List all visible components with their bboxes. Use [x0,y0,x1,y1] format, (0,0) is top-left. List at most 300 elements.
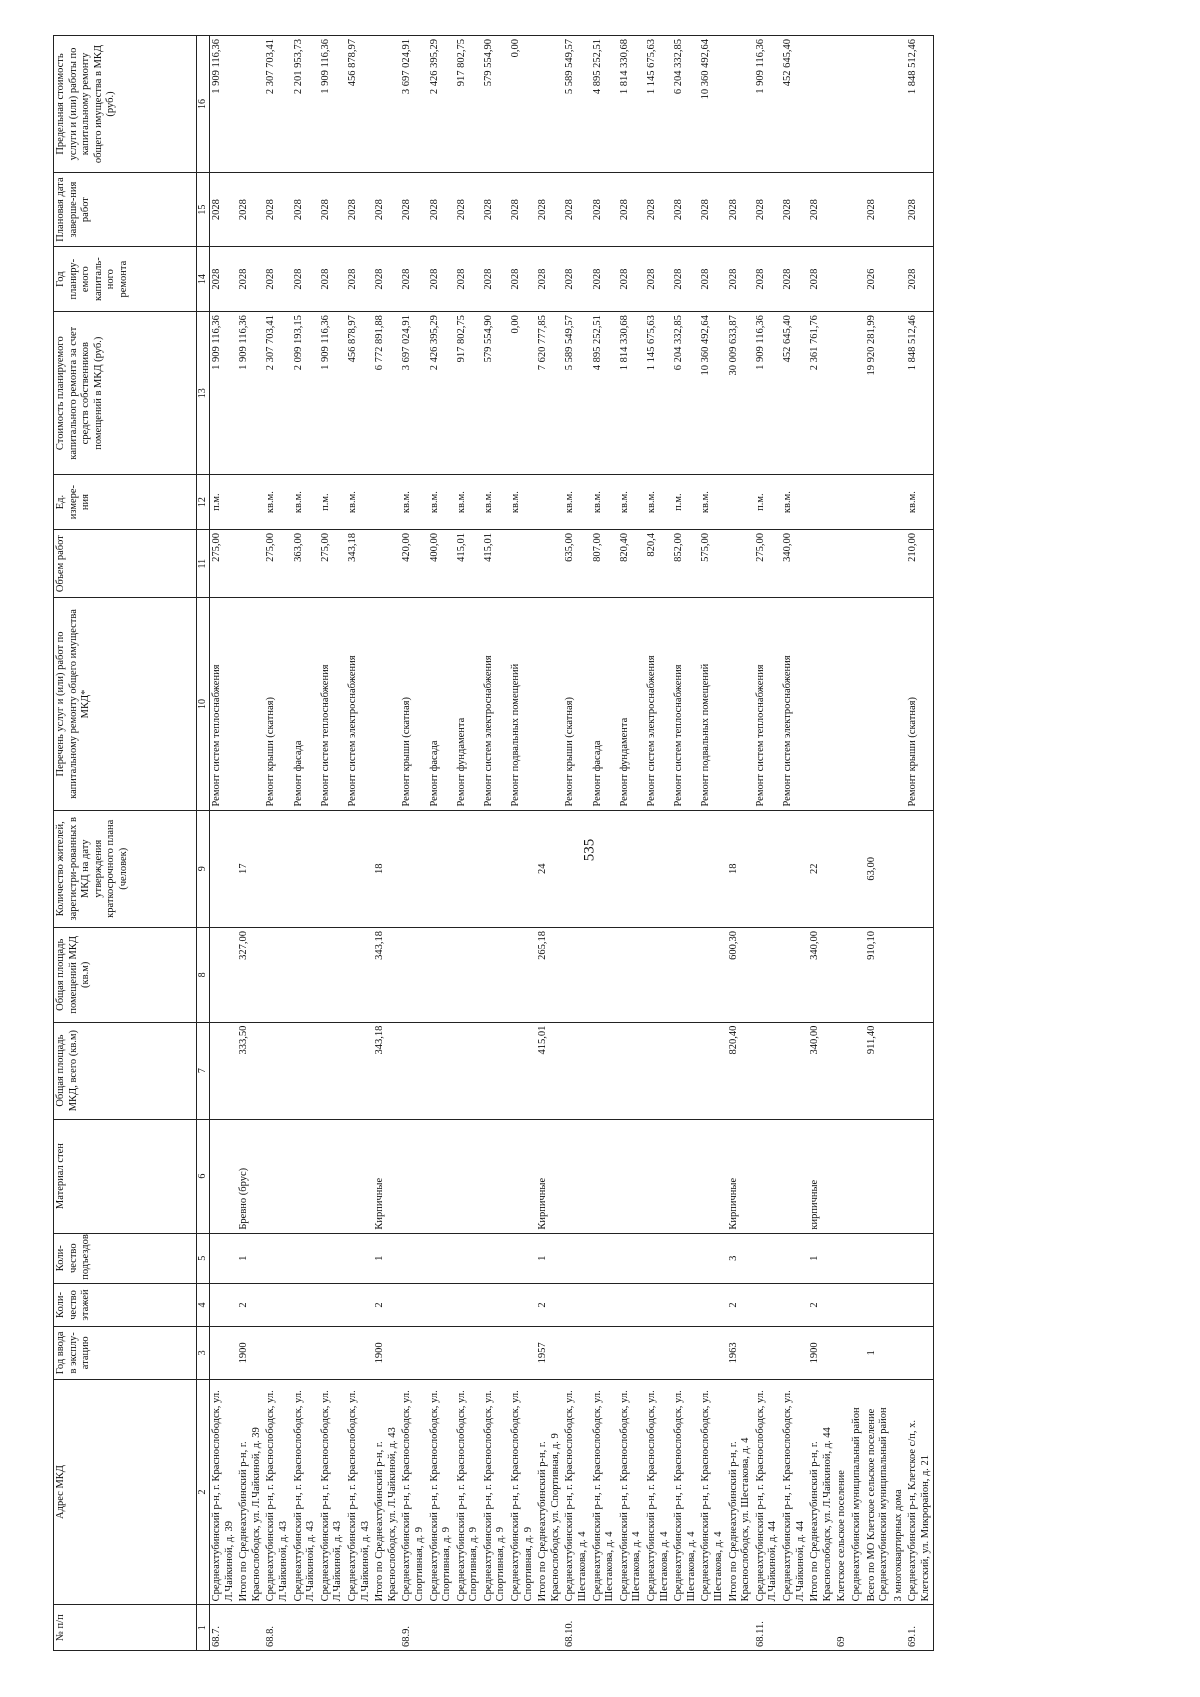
table-cell [536,36,563,173]
table-cell [850,173,865,247]
table-cell [781,1605,808,1651]
table-cell: Ремонт крыши (скатная) [400,598,427,810]
table-cell [892,1605,907,1651]
table-cell [563,810,590,927]
table-cell [482,1233,509,1283]
table-cell: Среднеахтубинский р-н, г. Краснослободск, ул. Шестакова, д. 4 [563,1379,590,1605]
table-cell: 2 [727,1283,754,1326]
table-cell: 68.9. [400,1605,427,1651]
table-cell [482,1022,509,1119]
table-cell: 5 589 549,57 [563,312,590,475]
table-cell: 910,10 [865,927,892,1022]
table-cell [428,1327,455,1379]
table-cell [509,1605,536,1651]
table-row [455,36,482,1651]
table-cell: 2028 [672,173,699,247]
table-cell: 1 909 116,36 [237,312,264,475]
table-cell [482,1327,509,1379]
table-cell [892,810,907,927]
table-cell: 2028 [808,173,835,247]
table-cell [754,810,781,927]
table-cell: 275,00 [210,529,238,597]
table-cell: Клетское сельское поселение [835,1379,850,1605]
table-cell [906,1233,934,1283]
table-cell [455,1022,482,1119]
column-number: 11 [197,529,210,597]
table-cell [850,1327,865,1379]
table-row [563,36,590,1651]
table-cell: 18 [727,810,754,927]
table-cell [754,927,781,1022]
table-cell [645,927,672,1022]
table-cell [892,1022,907,1119]
table-cell: 2028 [591,247,618,312]
table-cell: 2028 [237,247,264,312]
table-cell: Ремонт систем теплоснабжения [672,598,699,810]
table-cell: 2028 [482,173,509,247]
table-cell [400,1327,427,1379]
table-row [781,36,808,1651]
table-cell: п.м. [210,475,238,530]
table-cell: Среднеахтубинский р-н, г. Краснослободск, ул. Л.Чайкиной, д. 43 [346,1379,373,1605]
table-cell: 18 [373,810,400,927]
table-cell [319,1327,346,1379]
table-cell [754,1283,781,1326]
table-cell [563,1327,590,1379]
table-cell [699,1605,726,1651]
table-cell: 2 099 193,15 [292,312,319,475]
table-cell [906,1119,934,1233]
table-cell [346,1283,373,1326]
column-number: 16 [197,36,210,173]
table-cell: кв.м. [591,475,618,530]
table-cell [400,1119,427,1233]
table-cell: Среднеахтубинский муниципальный район [850,1379,865,1605]
table-cell: Ремонт крыши (скатная) [264,598,291,810]
table-cell [591,1327,618,1379]
table-cell [482,1283,509,1326]
table-cell [618,1119,645,1233]
table-cell [754,1327,781,1379]
table-body [210,36,934,1651]
table-cell: 1957 [536,1327,563,1379]
table-cell: 600,30 [727,927,754,1022]
table-cell [591,927,618,1022]
table-cell: 2028 [865,173,892,247]
table-cell: 69.1. [906,1605,934,1651]
table-cell [850,312,865,475]
table-row [509,36,536,1651]
table-cell: 343,18 [373,927,400,1022]
table-cell [835,173,850,247]
table-cell [455,1283,482,1326]
table-row [264,36,291,1651]
table-cell [699,1283,726,1326]
table-cell: 2028 [509,247,536,312]
table-cell: Среднеахтубинский р-н, г. Краснослободск, ул. Л.Чайкиной, д. 43 [319,1379,346,1605]
column-number: 5 [197,1233,210,1283]
column-number: 13 [197,312,210,475]
table-cell: Ремонт систем теплоснабжения [754,598,781,810]
table-cell [509,1022,536,1119]
table-cell [210,1022,238,1119]
table-cell: 2028 [645,247,672,312]
table-cell [672,1327,699,1379]
table-cell [319,1233,346,1283]
table-cell: 4 895 252,51 [591,312,618,475]
column-number: 2 [197,1379,210,1605]
table-cell [509,810,536,927]
table-cell [618,927,645,1022]
table-cell: 415,01 [536,1022,563,1119]
table-cell: 340,00 [808,927,835,1022]
table-cell: 1 145 675,63 [645,36,672,173]
table-cell: Всего по МО Клетское сельское поселение Среднеахтубинский муниципальный район [865,1379,892,1605]
table-cell [754,1022,781,1119]
table-cell [865,529,892,597]
table-cell [850,247,865,312]
table-cell [699,1119,726,1233]
table-row [536,36,563,1651]
table-row [591,36,618,1651]
table-cell [428,810,455,927]
table-cell [906,1327,934,1379]
table-cell [319,1283,346,1326]
table-cell: кв.м. [292,475,319,530]
table-cell [835,36,850,173]
table-cell: 2028 [455,173,482,247]
table-cell: 400,00 [428,529,455,597]
table-cell: 22 [808,810,835,927]
table-cell [781,1119,808,1233]
table-cell [672,1283,699,1326]
column-number: 4 [197,1283,210,1326]
table-cell [835,1283,850,1326]
table-cell: 3 [727,1233,754,1283]
column-header: Количество жителей, зарегистри-рованных в МКД на дату утверждения краткосрочного плана (человек) [54,810,197,927]
table-cell [292,810,319,927]
table-cell [455,1119,482,1233]
column-number: 14 [197,247,210,312]
table-cell [850,1233,865,1283]
table-cell [672,810,699,927]
table-cell: Ремонт систем электроснабжения [346,598,373,810]
table-cell [645,1327,672,1379]
table-cell: 2 426 395,29 [428,312,455,475]
table-cell: 2028 [754,173,781,247]
table-cell [699,1022,726,1119]
column-number: 6 [197,1119,210,1233]
table-cell [482,1119,509,1233]
column-header: Предельная стоимость услуги и (или) работы по капитальному ремонту общего имущества в МКД (руб.) [54,36,197,173]
table-cell [892,927,907,1022]
table-cell [482,1605,509,1651]
table-cell: 2028 [672,247,699,312]
column-header: Коли-чество этажей [54,1283,197,1326]
table-cell: Итого по Среднеахтубинский р-н, г. Краснослободск, ул. Л.Чайкиной, д. 44 [808,1379,835,1605]
table-cell [645,810,672,927]
table-cell [455,810,482,927]
table-cell [808,36,835,173]
table-cell: 917 802,75 [455,312,482,475]
table-cell: 333,50 [237,1022,264,1119]
table-cell [292,1119,319,1233]
table-cell [210,927,238,1022]
table-row [906,36,934,1651]
table-cell: 340,00 [808,1022,835,1119]
table-cell [292,1022,319,1119]
table-cell [536,598,563,810]
table-cell: 2026 [865,247,892,312]
table-cell: Итого по Среднеахтубинский р-н, г. Краснослободск, ул. Л.Чайкиной, д. 39 [237,1379,264,1605]
table-row [835,36,850,1651]
table-cell: Среднеахтубинский р-н, г. Краснослободск, ул. Л.Чайкиной, д. 39 [210,1379,238,1605]
table-cell: 1 145 675,63 [645,312,672,475]
table-cell: 1 [373,1233,400,1283]
table-cell: Ремонт фундамента [618,598,645,810]
table-cell [210,810,238,927]
table-cell: 2028 [237,173,264,247]
table-cell [400,1233,427,1283]
table-cell [482,810,509,927]
table-cell [618,1283,645,1326]
rotated-table-container [53,35,1063,1651]
table-cell: 579 554,90 [482,36,509,173]
table-cell [509,1283,536,1326]
table-cell [591,1605,618,1651]
column-number: 12 [197,475,210,530]
table-cell [509,1327,536,1379]
column-number: 15 [197,173,210,247]
table-cell [892,1283,907,1326]
table-cell: 2028 [509,173,536,247]
column-number: 8 [197,927,210,1022]
column-number-row [197,36,210,1651]
table-cell [455,1605,482,1651]
table-cell [892,312,907,475]
table-cell [850,529,865,597]
table-cell [264,1119,291,1233]
table-cell [400,1283,427,1326]
table-cell: 2028 [906,247,934,312]
table-cell [808,529,835,597]
table-cell [319,1119,346,1233]
table-cell: 340,00 [781,529,808,597]
table-cell [210,1283,238,1326]
table-cell: 415,01 [482,529,509,597]
column-number: 3 [197,1327,210,1379]
table-cell: 7 620 777,85 [536,312,563,475]
table-cell: Среднеахтубинский р-н, г. Краснослободск, ул. Л.Чайкиной, д. 43 [264,1379,291,1605]
table-cell [850,598,865,810]
table-cell [850,475,865,530]
table-cell [509,529,536,597]
table-cell [781,1283,808,1326]
table-cell [264,1283,291,1326]
table-cell [428,1119,455,1233]
column-header: Адрес МКД [54,1379,197,1605]
table-cell: Среднеахтубинский р-н, Клетское с/п, х. Клетский, ул. Микрорайон, д. 21 [906,1379,934,1605]
table-cell: 5 589 549,57 [563,36,590,173]
table-cell: Ремонт подвальных помещений [699,598,726,810]
table-row [292,36,319,1651]
table-cell: 1 909 116,36 [754,312,781,475]
table-cell: Среднеахтубинский р-н, г. Краснослободск, ул. Шестакова, д. 4 [699,1379,726,1605]
table-cell [672,1605,699,1651]
table-cell: 68.10. [563,1605,590,1651]
table-cell: Среднеахтубинский р-н, г. Краснослободск, ул. Спортивная, д. 9 [455,1379,482,1605]
table-cell [509,927,536,1022]
table-cell [754,1233,781,1283]
table-cell [865,1605,892,1651]
table-cell: 275,00 [754,529,781,597]
table-cell: 2028 [264,173,291,247]
table-cell: Среднеахтубинский р-н, г. Краснослободск, ул. Л.Чайкиной, д. 44 [754,1379,781,1605]
table-cell: 807,00 [591,529,618,597]
table-cell [264,1022,291,1119]
table-row [699,36,726,1651]
table-cell: п.м. [754,475,781,530]
table-cell [319,810,346,927]
table-cell [892,529,907,597]
table-cell: кв.м. [482,475,509,530]
table-cell: 63,00 [865,810,892,927]
table-cell [346,1022,373,1119]
table-cell: 2028 [264,247,291,312]
table-cell: Ремонт систем теплоснабжения [210,598,238,810]
table-cell: 1 [536,1233,563,1283]
table-cell: 452 645,40 [781,312,808,475]
table-cell [672,1022,699,1119]
table-cell [672,1119,699,1233]
table-cell [892,1233,907,1283]
table-cell [482,927,509,1022]
table-cell: 1900 [373,1327,400,1379]
table-cell [346,810,373,927]
table-cell: Среднеахтубинский р-н, г. Краснослободск, ул. Шестакова, д. 4 [645,1379,672,1605]
table-row [237,36,264,1651]
table-cell [373,475,400,530]
table-cell [455,1233,482,1283]
table-cell [346,1327,373,1379]
table-cell [892,1327,907,1379]
table-cell [850,1605,865,1651]
table-cell: 30 009 633,87 [727,312,754,475]
table-cell [645,1022,672,1119]
table-cell: 2028 [781,173,808,247]
table-cell: кв.м. [264,475,291,530]
table-cell: 10 360 492,64 [699,312,726,475]
table-cell [672,927,699,1022]
table-cell: Ремонт фундамента [455,598,482,810]
table-cell [292,1605,319,1651]
table-cell: 0,00 [509,312,536,475]
table-cell [428,1022,455,1119]
table-cell: 575,00 [699,529,726,597]
table-cell [699,1327,726,1379]
table-cell [727,1605,754,1651]
table-cell [699,927,726,1022]
table-cell [346,1605,373,1651]
column-header: Общая площадь помещений МКД (кв.м) [54,927,197,1022]
table-cell: Ремонт фасада [428,598,455,810]
table-cell: 2 [536,1283,563,1326]
table-row [865,36,892,1651]
table-cell: Ремонт фасада [292,598,319,810]
table-cell: 2028 [563,247,590,312]
table-cell: 2028 [808,247,835,312]
table-cell [618,1605,645,1651]
table-cell [264,1233,291,1283]
table-cell: кв.м. [563,475,590,530]
table-cell [865,1283,892,1326]
table-cell: 2 361 761,76 [808,312,835,475]
table-cell: Ремонт систем электроснабжения [645,598,672,810]
table-cell: 343,18 [373,1022,400,1119]
table-row [892,36,907,1651]
table-cell [892,475,907,530]
table-cell [591,1283,618,1326]
table-cell: кв.м. [428,475,455,530]
table-cell: 68.11. [754,1605,781,1651]
table-cell [781,1022,808,1119]
table-cell: 0,00 [509,36,536,173]
table-cell [906,810,934,927]
table-cell [319,1605,346,1651]
table-cell: 1 909 116,36 [210,312,238,475]
table-row [482,36,509,1651]
column-header: Общая площадь МКД, всего (кв.м) [54,1022,197,1119]
table-cell [850,810,865,927]
table-cell: 2028 [373,247,400,312]
table-cell: 6 204 332,85 [672,312,699,475]
table-cell [892,173,907,247]
table-cell [292,1283,319,1326]
table-row [645,36,672,1651]
column-number: 1 [197,1605,210,1651]
table-cell [835,927,850,1022]
table-cell: 2028 [292,173,319,247]
table-cell [865,1233,892,1283]
table-cell: 343,18 [346,529,373,597]
table-cell: кирпичные [808,1119,835,1233]
table-cell [237,529,264,597]
table-cell: 1 909 116,36 [319,36,346,173]
table-cell [455,1327,482,1379]
table-cell: Ремонт систем электроснабжения [482,598,509,810]
table-cell [645,1605,672,1651]
table-row [373,36,400,1651]
table-cell: 2028 [906,173,934,247]
table-cell [428,1233,455,1283]
table-cell: 852,00 [672,529,699,597]
table-cell: 2028 [455,247,482,312]
table-cell [563,927,590,1022]
table-cell: 2028 [319,247,346,312]
table-row [672,36,699,1651]
table-cell: 917 802,75 [455,36,482,173]
table-cell [835,810,850,927]
table-cell: 265,18 [536,927,563,1022]
table-row [346,36,373,1651]
table-cell [892,247,907,312]
table-cell [563,1283,590,1326]
table-cell [400,1022,427,1119]
table-cell: 210,00 [906,529,934,597]
table-cell [591,1233,618,1283]
table-cell [210,1233,238,1283]
table-cell: 1 814 330,68 [618,312,645,475]
